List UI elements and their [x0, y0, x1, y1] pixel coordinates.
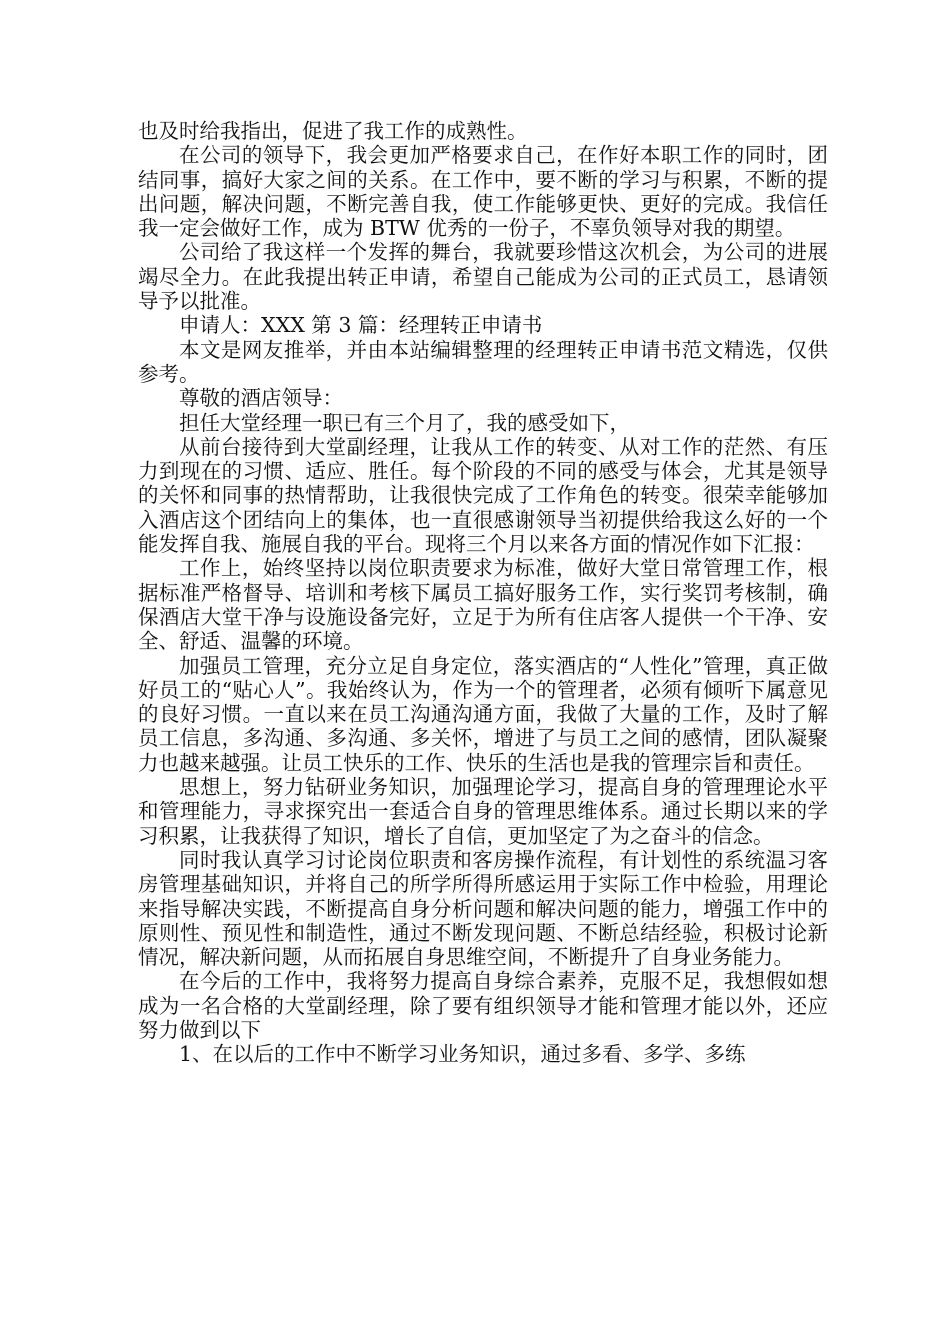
paragraph: 公司给了我这样一个发挥的舞台，我就要珍惜这次机会，为公司的进展竭尽全力。在此我提出转正申请，希望自己能成为公司的正式员工，恳请领导予以批准。 — [138, 240, 828, 314]
paragraph: 担任大堂经理一职已有三个月了，我的感受如下， — [179, 410, 630, 435]
paragraph: 工作上，始终坚持以岗位职责要求为标准，做好大堂日常管理工作，根据标准严格督导、培训和考核下属员工搞好服务工作，实行奖罚考核制，确保酒店大堂干净与设施设备完好，立足于为所有住店客人提供一个干净、安全、舒适、温馨的环境。 — [138, 556, 828, 654]
paragraph: 加强员工管理，充分立足自身定位，落实酒店的“人性化”管理，真正做好员工的“贴心人”。我始终认为，作为一个的管理者，必须有倾听下属意见的良好习惯。一直以来在员工沟通沟通方面，我做了大量的工作，及时了解员工信息，多沟通、多沟通、多关怀，增进了与员工之间的感情，团队凝聚力也越来越强。让员工快乐的工作、快乐的生活也是我的管理宗旨和责任。 — [138, 653, 828, 775]
paragraph: 本文是网友推举，并由本站编辑整理的经理转正申请书范文精选，仅供参考。 — [138, 337, 828, 386]
paragraph: 同时我认真学习讨论岗位职责和客房操作流程，有计划性的系统温习客房管理基础知识，并将自己的所学所得所感运用于实际工作中检验，用理论来指导解决实践，不断提高自身分析问题和解决问题的能力，增强工作中的原则性、预见性和制造性，通过不断发现问题、不断总结经验，积极讨论新情况，解决新问题，从而拓展自身思维空间，不断提升了自身业务能力。 — [138, 847, 828, 970]
paragraph: 在公司的领导下，我会更加严格要求自己，在作好本职工作的同时，团结同事，搞好大家之间的关系。在工作中，要不断的学习与积累，不断的提出问题，解决问题，不断完善自我，使工作能够更快、更好的完成。我信任我一定会做好工作，成为 BTW 优秀的一份子，不辜负领导对我的期望。 — [138, 143, 828, 241]
paragraph: 在今后的工作中，我将努力提高自身综合素养，克服不足，我想假如想成为一名合格的大堂副经理，除了要有组织领导才能和管理才能以外，还应努力做到以下 — [138, 969, 828, 1042]
document-body — [138, 119, 828, 1067]
salutation: 尊敬的酒店领导： — [179, 386, 343, 411]
list-item: 1、在以后的工作中不断学习业务知识，通过多看、多学、多练 — [179, 1042, 746, 1067]
paragraph: 也及时给我指出，促进了我工作的成熟性。 — [138, 119, 528, 143]
paragraph: 从前台接待到大堂副经理，让我从工作的转变、从对工作的茫然、有压力到现在的习惯、适应、胜任。每个阶段的不同的感受与体会，尤其是领导的关怀和同事的热情帮助，让我很快完成了工作角色的转变。很荣幸能够加入酒店这个团结向上的集体，也一直很感谢领导当初提供给我这么好的一个能发挥自我、施展自我的平台。现将三个月以来各方面的情况作如下汇报： — [138, 434, 828, 557]
paragraph: 思想上，努力钻研业务知识，加强理论学习，提高自身的管理理论水平和管理能力，寻求探究出一套适合自身的管理思维体系。通过长期以来的学习积累，让我获得了知识，增长了自信，更加坚定了为之奋斗的信念。 — [138, 775, 828, 848]
applicant-line: 申请人：XXX 第 3 篇：经理转正申请书 — [179, 313, 543, 338]
